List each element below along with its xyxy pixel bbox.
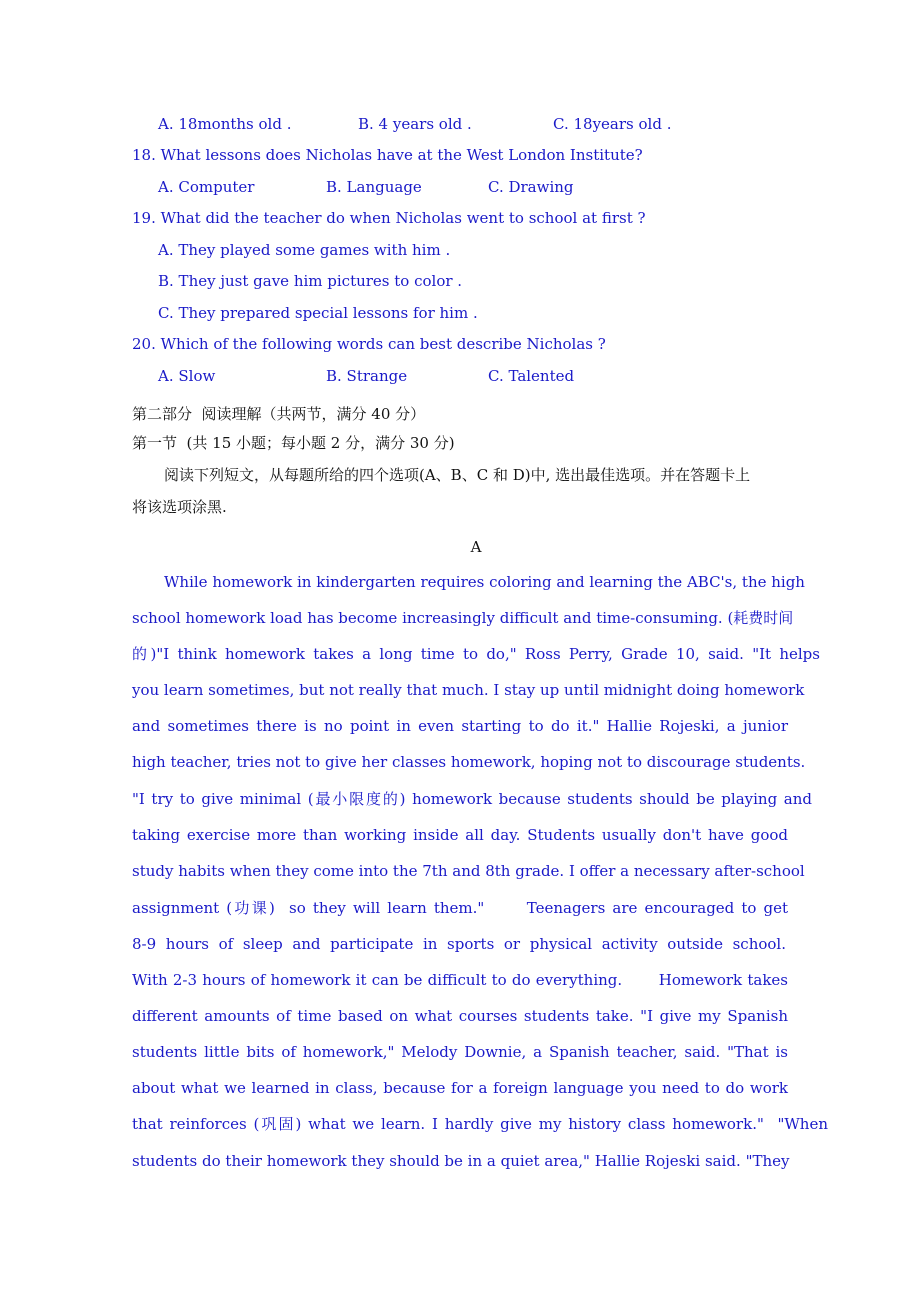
passage-label: A	[470, 538, 482, 556]
passage-line: study habits when they come into the 7th and 8th grade. I offer a necessary after-school	[132, 862, 805, 880]
q20-option-b: B. Strange	[326, 367, 408, 385]
q18-question: 18. What lessons does Nicholas have at the West London Institute?	[132, 146, 643, 164]
section-title: 第一节 (共 15 小题；每小题 2 分，满分 30 分)	[132, 434, 455, 452]
passage-line: school homework load has become increasingly difficult and time-consuming. (耗费时间	[132, 609, 794, 627]
instruction-line-2: 将该选项涂黑.	[132, 498, 227, 516]
passage-line: about what we learned in class, because for a foreign language you need to do work	[132, 1079, 788, 1097]
passage-line: 的)"I think homework takes a long time to do," Ross Perry, Grade 10, said. "It helps	[132, 645, 820, 663]
passage-line: With 2-3 hours of homework it can be difficult to do everything. Homework takes	[132, 971, 788, 989]
q19-option-a: A. They played some games with him .	[158, 241, 451, 259]
q19-option-b: B. They just gave him pictures to color .	[158, 272, 463, 290]
passage-line: While homework in kindergarten requires coloring and learning the ABC's, the high	[164, 573, 805, 591]
passage-line: taking exercise more than working inside all day. Students usually don't have good	[132, 826, 788, 844]
q20-question: 20. Which of the following words can best describe Nicholas ?	[132, 335, 606, 353]
q18-option-a: A. Computer	[158, 178, 255, 196]
passage-line: students little bits of homework," Melody Downie, a Spanish teacher, said. "That is	[132, 1043, 788, 1061]
q20-option-c: C. Talented	[488, 367, 575, 385]
instruction-line-1: 阅读下列短文，从每题所给的四个选项(A、B、C 和 D)中, 选出最佳选项。并在答题卡上	[164, 466, 751, 484]
q17-option-c: C. 18years old .	[553, 115, 672, 133]
passage-line: "I try to give minimal (最小限度的) homework because students should be playing and	[132, 790, 812, 808]
q18-option-b: B. Language	[326, 178, 422, 196]
passage-line: assignment (功课) so they will learn them." Teenagers are encouraged to get	[132, 899, 788, 917]
q17-option-a: A. 18months old .	[158, 115, 292, 133]
passage-line: students do their homework they should be in a quiet area," Hallie Rojeski said. "They	[132, 1152, 790, 1170]
passage-line: 8-9 hours of sleep and participate in sports or physical activity outside school.	[132, 935, 786, 953]
q19-question: 19. What did the teacher do when Nicholas went to school at first ?	[132, 209, 646, 227]
q17-option-b: B. 4 years old .	[358, 115, 472, 133]
passage-line: that reinforces (巩固) what we learn. I hardly give my history class homework." "When	[132, 1115, 828, 1133]
part-title: 第二部分 阅读理解（共两节，满分 40 分）	[132, 405, 426, 423]
passage-line: and sometimes there is no point in even starting to do it." Hallie Rojeski, a junior	[132, 717, 788, 735]
passage-line: you learn sometimes, but not really that much. I stay up until midnight doing homework	[132, 681, 805, 699]
q18-option-c: C. Drawing	[488, 178, 574, 196]
passage-line: high teacher, tries not to give her classes homework, hoping not to discourage students.	[132, 753, 806, 771]
passage-line: different amounts of time based on what courses students take. "I give my Spanish	[132, 1007, 788, 1025]
q20-option-a: A. Slow	[158, 367, 216, 385]
q19-option-c: C. They prepared special lessons for him .	[158, 304, 478, 322]
